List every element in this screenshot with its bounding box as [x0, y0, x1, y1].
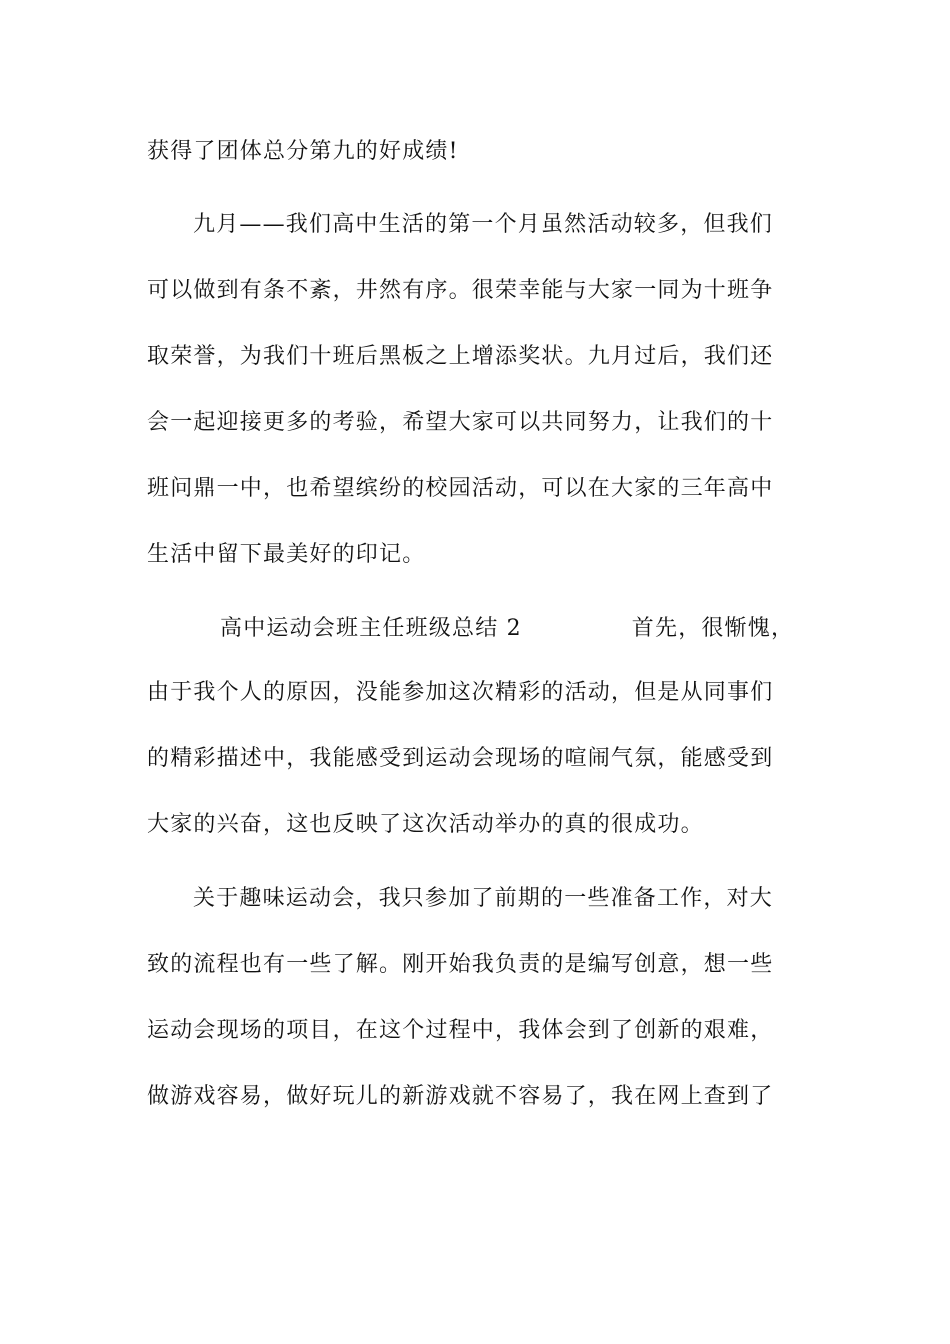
section-title: 高中运动会班主任班级总结 2	[220, 616, 522, 641]
text-line: 的精彩描述中，我能感受到运动会现场的喧闹气氛，能感受到	[147, 746, 774, 771]
text-line: 大家的兴奋，这也反映了这次活动举办的真的很成功。	[147, 812, 704, 837]
text-line: 由于我个人的原因，没能参加这次精彩的活动，但是从同事们	[147, 680, 774, 705]
text-line: 生活中留下最美好的印记。	[147, 542, 426, 567]
paragraph-first-line: 九月——我们高中生活的第一个月虽然活动较多，但我们	[193, 212, 774, 237]
section-title-line	[220, 609, 880, 649]
text-line: 致的流程也有一些了解。刚开始我负责的是编写创意，想一些	[147, 952, 774, 977]
paragraph-first-line: 关于趣味运动会，我只参加了前期的一些准备工作，对大	[193, 886, 774, 911]
text-line: 会一起迎接更多的考验，希望大家可以共同努力，让我们的十	[147, 410, 774, 435]
text-line: 班问鼎一中，也希望缤纷的校园活动，可以在大家的三年高中	[147, 476, 774, 501]
text-line: 获得了团体总分第九的好成绩!	[147, 139, 459, 164]
section-lead-text: 首先，很惭愧，	[631, 616, 795, 641]
text-line: 取荣誉，为我们十班后黑板之上增添奖状。九月过后，我们还	[147, 344, 774, 369]
text-line: 运动会现场的项目，在这个过程中，我体会到了创新的艰难，	[147, 1018, 774, 1043]
text-line: 可以做到有条不紊，井然有序。很荣幸能与大家一同为十班争	[147, 278, 774, 303]
text-line: 做游戏容易，做好玩儿的新游戏就不容易了，我在网上查到了	[147, 1084, 774, 1109]
